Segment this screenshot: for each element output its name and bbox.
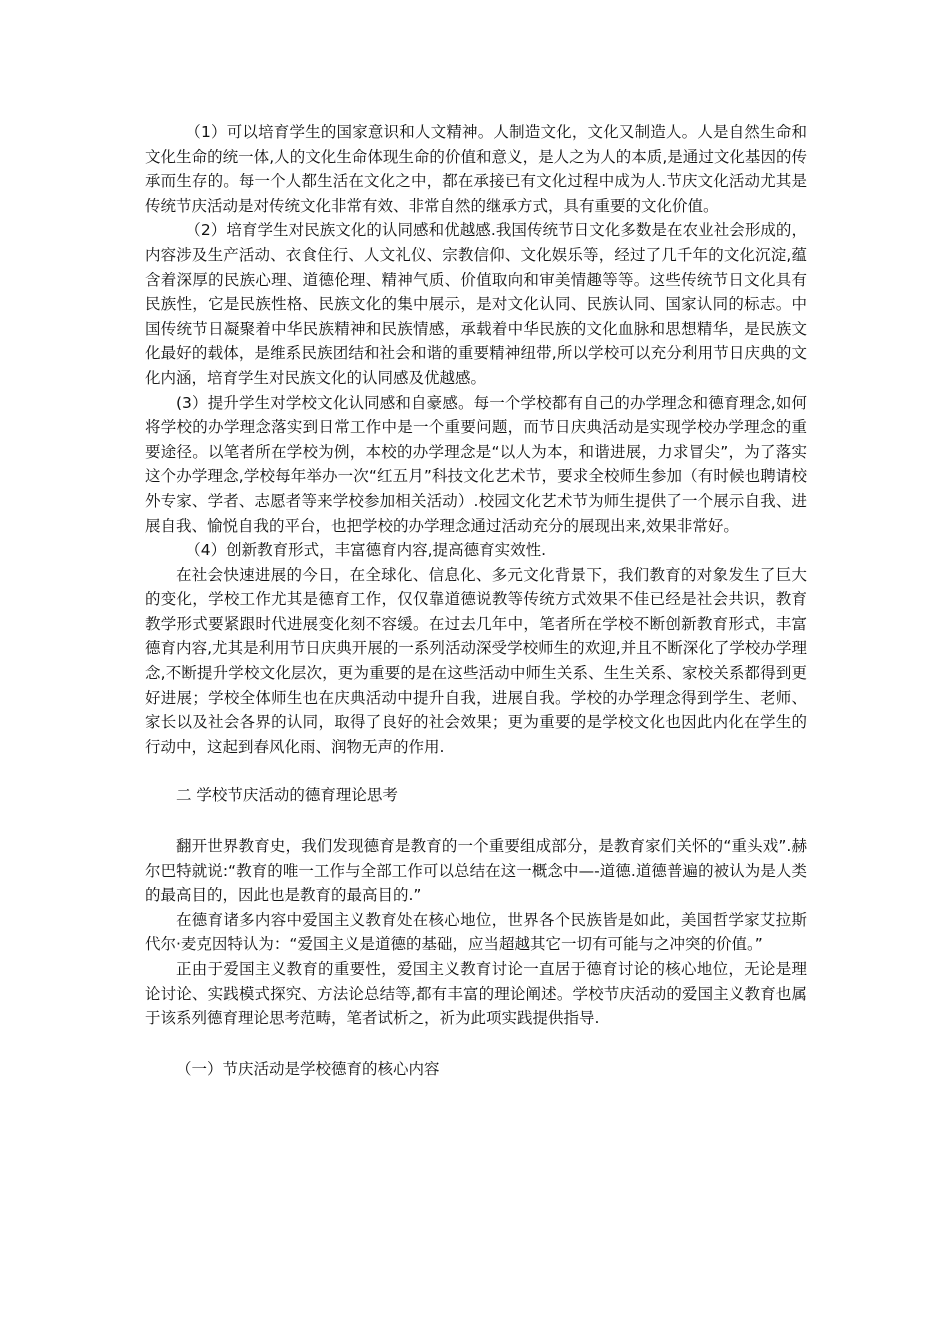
spacer — [145, 759, 807, 783]
document-page — [145, 120, 807, 1081]
paragraph-social-development: 在社会快速进展的今日，在全球化、信息化、多元文化背景下，我们教育的对象发生了巨大的变化，学校工作尤其是德育工作，仅仅靠道德说教等传统方式效果不佳已经是社会共识，教育教学形式要紧跟时代进展变化刻不容缓。在过去几年中，笔者所在学校不断创新教育形式，丰富德育内容,尤其是利用节日庆典开展的一系列活动深受学校师生的欢迎,并且不断深化了学校办学理念,不断提升学校文化层次，更为重要的是在这些活动中师生关系、生生关系、家校关系都得到更好进展；学校全体师生也在庆典活动中提升自我，进展自我。学校的办学理念得到学生、老师、家长以及社会各界的认同，取得了良好的社会效果；更为重要的是学校文化也因此内化在学生的行动中，这起到春风化雨、润物无声的作用. — [145, 565, 807, 756]
subsection-heading-1: （一）节庆活动是学校德育的核心内容 — [176, 1059, 440, 1078]
paragraph-point-3: (3）提升学生对学校文化认同感和自豪感。每一个学校都有自己的办学理念和德育理念,如何将学校的办学理念落实到日常工作中是一个重要问题，而节日庆典活动是实现学校办学理念的重要途径。以笔者所在学校为例，本校的办学理念是“以人为本，和谐进展，力求冒尖”，为了落实这个办学理念,学校每年举办一次“红五月”科技文化艺术节，要求全校师生参加（有时候也聘请校外专家、学者、志愿者等来学校参加相关活动）.校园文化艺术节为师生提供了一个展示自我、进展自我、愉悦自我的平台，也把学校的办学理念通过活动充分的展现出来,效果非常好。 — [145, 393, 807, 535]
spacer — [145, 1031, 807, 1057]
paragraph-point-1: （1）可以培育学生的国家意识和人文精神。人制造文化，文化又制造人。人是自然生命和文化生命的统一体,人的文化生命体现生命的价值和意义，是人之为人的本质,是通过文化基因的传承而生存的。每一个人都生活在文化之中，都在承接已有文化过程中成为人.节庆文化活动尤其是传统节庆活动是对传统文化非常有效、非常自然的继承方式，具有重要的文化价值。 — [145, 123, 807, 215]
paragraph-education-history: 翻开世界教育史，我们发现德育是教育的一个重要组成部分，是教育家们关怀的“重头戏”.赫尔巴特就说:“教育的唯一工作与全部工作可以总结在这一概念中—-道德.道德普遍的被认为是人类的最高目的，因此也是教育的最高目的.” — [145, 837, 807, 905]
spacer — [145, 808, 807, 834]
paragraph-patriotism-core: 在德育诸多内容中爱国主义教育处在核心地位，世界各个民族皆是如此，美国哲学家艾拉斯代尔·麦克因特认为：“爱国主义是道德的基础，应当超越其它一切有可能与之冲突的价值。” — [145, 910, 807, 954]
paragraph-point-4: （4）创新教育形式，丰富德育内容,提高德育实效性. — [185, 541, 547, 560]
paragraph-point-2: （2）培育学生对民族文化的认同感和优越感.我国传统节日文化多数是在农业社会形成的，内容涉及生产活动、衣食住行、人文礼仪、宗教信仰、文化娱乐等，经过了几千年的文化沉淀,蕴含着深厚的民族心理、道德伦理、精神气质、价值取向和审美情趣等等。这些传统节日文化具有民族性，它是民族性格、民族文化的集中展示，是对文化认同、民族认同、国家认同的标志。中国传统节日凝聚着中华民族精神和民族情感，承载着中华民族的文化血脉和思想精华，是民族文化最好的载体，是维系民族团结和社会和谐的重要精神纽带,所以学校可以充分利用节日庆典的文化内涵，培育学生对民族文化的认同感及优越感。 — [145, 221, 807, 387]
paragraph-patriotism-importance: 正由于爱国主义教育的重要性，爱国主义教育讨论一直居于德育讨论的核心地位，无论是理论讨论、实践模式探究、方法论总结等,都有丰富的理论阐述。学校节庆活动的爱国主义教育也属于该系列德育理论思考范畴，笔者试析之，祈为此项实践提供指导. — [145, 960, 807, 1028]
section-heading-2: 二 学校节庆活动的德育理论思考 — [176, 786, 398, 805]
